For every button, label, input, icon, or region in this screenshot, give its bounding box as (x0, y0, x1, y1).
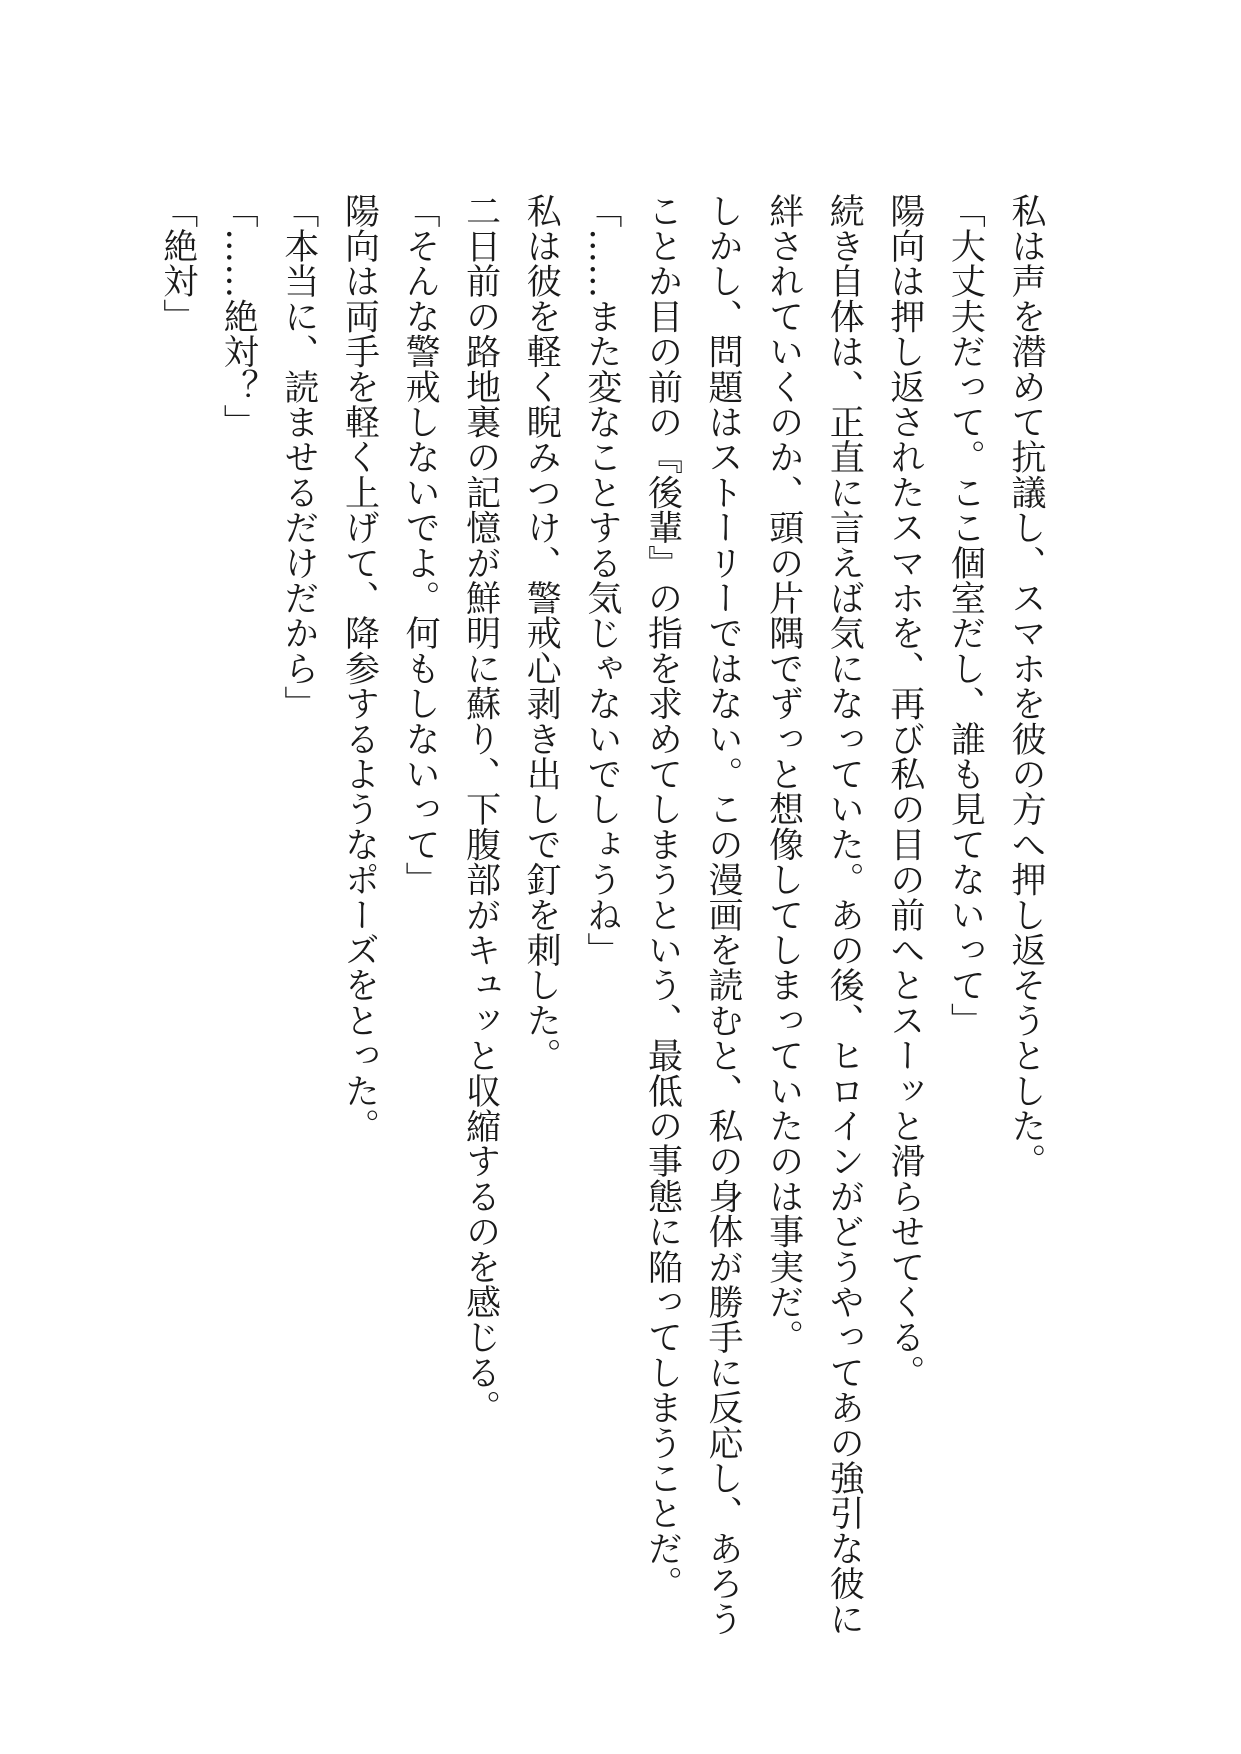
text-line: 「絶対」 (157, 193, 198, 334)
text-line: 絆されていくのか、頭の片隅でずっと想像してしまっていたのは事実だ。 (763, 193, 804, 1355)
text-line: 「本当に、読ませるだけだから」 (278, 193, 319, 721)
text-line: ことか目の前の『後輩』の指を求めてしまうという、最低の事態に陥ってしまうことだ。 (642, 193, 683, 1601)
text-line: 「……絶対？」 (218, 193, 259, 440)
text-line: 陽向は押し返されたスマホを、再び私の目の前へとスーッと滑らせてくる。 (884, 193, 925, 1390)
text-line: 私は彼を軽く睨みつけ、警戒心剥き出しで釘を刺した。 (521, 193, 562, 1073)
text-line: 「大丈夫だって。ここ個室だし、誰も見てないって」 (945, 193, 986, 1038)
vertical-text-body (56, 193, 1056, 1637)
text-line: しかし、問題はストーリーではない。この漫画を読むと、私の身体が勝手に反応し、あろう (703, 193, 744, 1637)
text-line: 「そんな警戒しないでよ。何もしないって」 (400, 193, 441, 897)
text-line: 「……また変なことする気じゃないでしょうね」 (581, 193, 622, 968)
text-line: 二日前の路地裏の記憶が鮮明に蘇り、下腹部がキュッと収縮するのを感じる。 (460, 193, 501, 1425)
text-line: 陽向は両手を軽く上げて、降参するようなポーズをとった。 (339, 193, 380, 1144)
text-line: 続き自体は、正直に言えば気になっていた。あの後、ヒロインがどうやってあの強引な彼に (824, 193, 865, 1637)
text-line: 私は声を潜めて抗議し、スマホを彼の方へ押し返そうとした。 (1006, 193, 1046, 1179)
